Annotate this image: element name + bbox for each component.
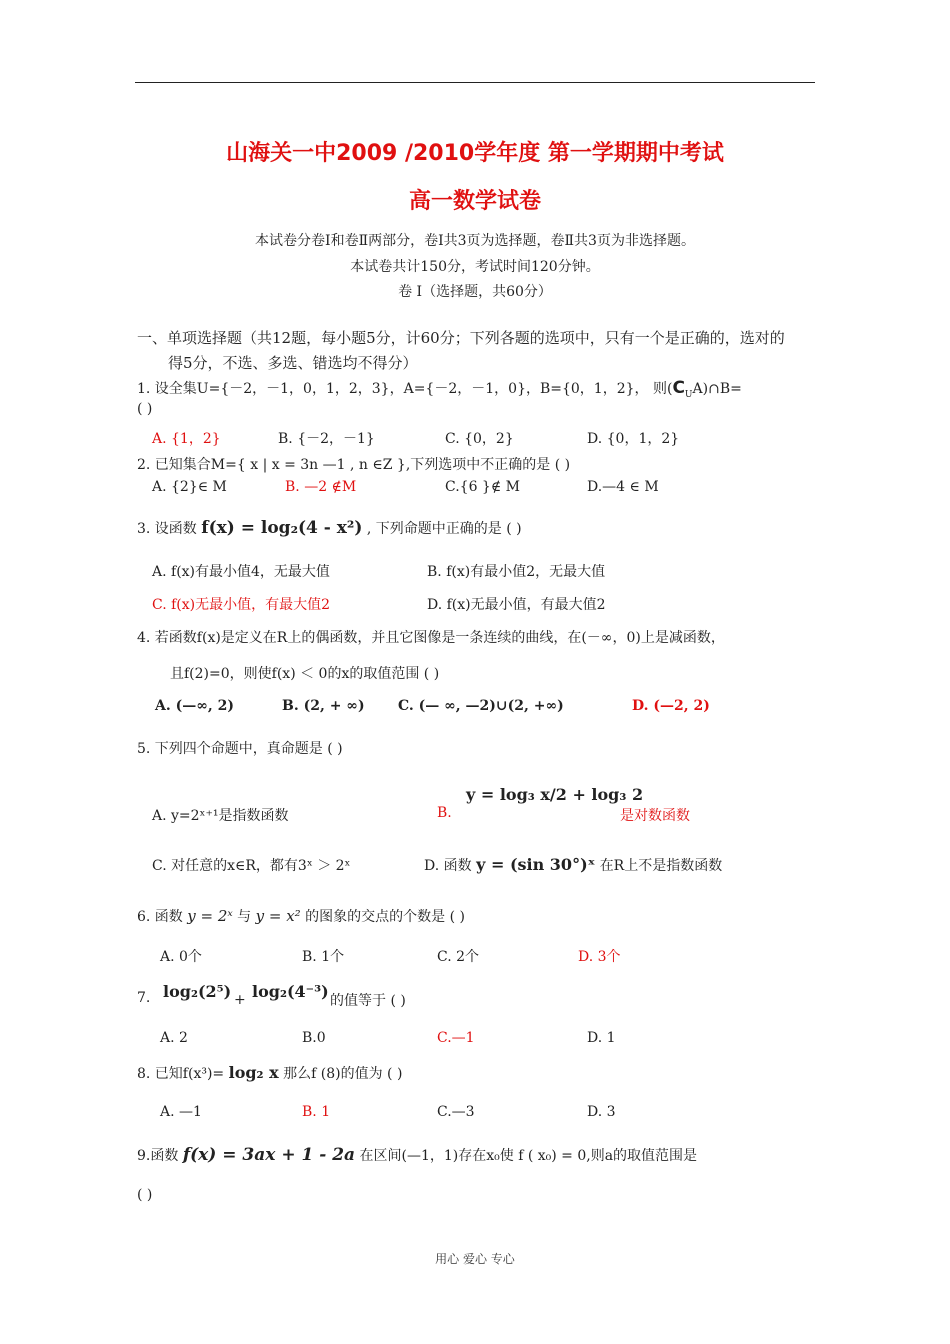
q2-stem: 2. 已知集合M={ x | x = 3n —1 , n ∈Z },下列选项中不正确的是 ( ) bbox=[137, 457, 571, 473]
q7-plus: + bbox=[234, 992, 246, 1008]
q8-stem bbox=[137, 1063, 402, 1083]
q8-option-c: C.—3 bbox=[437, 1104, 475, 1120]
q8-stem-pre: 8. 已知f(x³)= bbox=[137, 1066, 225, 1082]
q9-answer-paren: ( ) bbox=[137, 1187, 153, 1203]
exam-subtitle: 高一数学试卷 bbox=[408, 189, 541, 214]
q8-formula: log₂ x bbox=[228, 1063, 279, 1082]
header-rule bbox=[135, 82, 815, 83]
q3-option-c: C. f(x)无最小值，有最大值2 bbox=[152, 597, 331, 613]
q5-option-a: A. y=2ˣ⁺¹是指数函数 bbox=[152, 808, 289, 824]
q3-option-b: B. f(x)有最小值2，无最大值 bbox=[427, 564, 606, 580]
q5-stem: 5. 下列四个命题中，真命题是 ( ) bbox=[137, 741, 343, 757]
intro-line-2: 本试卷共计150分，考试时间120分钟。 bbox=[350, 259, 600, 275]
q3-formula: f(x) = log₂(4 - x²) bbox=[201, 518, 363, 538]
q2-option-b: B. —2 ∉M bbox=[285, 479, 357, 495]
q7-option-d: D. 1 bbox=[587, 1030, 616, 1046]
q6-stem-post: 的图象的交点的个数是 ( ) bbox=[305, 909, 465, 925]
q1-complement-symbol: C bbox=[672, 378, 685, 398]
q6-stem bbox=[137, 906, 465, 926]
q5-option-d-formula: y = (sin 30°)ˣ bbox=[476, 855, 596, 874]
q1-option-a: A. {1，2} bbox=[152, 431, 221, 447]
q5-option-b-formula: y = log₃ x/2 + log₃ 2 bbox=[466, 785, 644, 804]
q6-option-d: D. 3个 bbox=[578, 949, 621, 965]
q1-option-d: D. {0，1，2} bbox=[587, 431, 680, 447]
q2-option-c: C.{6 }∉ M bbox=[445, 479, 520, 495]
q4-line-2: 且f(2)=0，则使f(x) ＜ 0的x的取值范围 ( ) bbox=[170, 666, 440, 682]
q3-stem-post: , 下列命题中正确的是 ( ) bbox=[366, 521, 522, 537]
intro-line-1: 本试卷分卷Ⅰ和卷Ⅱ两部分，卷Ⅰ共3页为选择题，卷Ⅱ共3页为非选择题。 bbox=[255, 233, 695, 249]
q7-option-b: B.0 bbox=[302, 1030, 326, 1046]
section-heading: 卷 Ⅰ（选择题，共60分） bbox=[398, 284, 552, 300]
q6-option-a: A. 0个 bbox=[160, 949, 202, 965]
q7-option-c: C.—1 bbox=[437, 1030, 475, 1046]
q8-option-a: A. —1 bbox=[160, 1104, 202, 1120]
q8-option-b: B. 1 bbox=[302, 1104, 331, 1120]
part1-line-2: 得5分，不选、多选、错选均不得分） bbox=[168, 354, 418, 372]
q1-answer-paren: ( ) bbox=[137, 401, 153, 417]
q5-option-d bbox=[424, 855, 722, 875]
exam-title: 山海关一中2009 /2010学年度 第一学期期中考试 bbox=[226, 141, 724, 166]
q9-stem bbox=[137, 1145, 697, 1165]
q4-option-c: C. (— ∞, —2)∪(2, +∞) bbox=[398, 698, 564, 714]
q1-stem-text: 1. 设全集U={－2，－1，0，1，2，3}，A={－2，－1，0}，B={0，1，2}， 则( bbox=[137, 381, 673, 397]
q9-formula: f(x) = 3ax + 1 - 2a bbox=[182, 1145, 356, 1165]
q4-option-a: A. (—∞, 2) bbox=[155, 698, 235, 714]
q1-option-b: B. {－2，－1} bbox=[278, 431, 375, 447]
page-footer: 用心 爱心 专心 bbox=[435, 1252, 515, 1266]
q2-option-d: D.—4 ∈ M bbox=[587, 479, 659, 495]
q6-formula-1: y = 2ˣ bbox=[187, 907, 233, 925]
q3-stem bbox=[137, 518, 522, 538]
q4-option-d: D. (—2, 2) bbox=[632, 698, 710, 714]
q6-formula-2: y = x² bbox=[255, 907, 301, 925]
q3-option-a: A. f(x)有最小值4，无最大值 bbox=[152, 564, 330, 580]
q5-option-c: C. 对任意的x∈R，都有3ˣ ＞ 2ˣ bbox=[152, 858, 351, 874]
q4-line-1: 4. 若函数f(x)是定义在R上的偶函数，并且它图像是一条连续的曲线，在(－∞，0)上是减函数， bbox=[137, 630, 725, 646]
q5-option-b-tail: 是对数函数 bbox=[620, 808, 690, 824]
q1-option-c: C. {0，2} bbox=[445, 431, 514, 447]
q1-stem bbox=[137, 378, 742, 400]
q5-option-d-pre: D. 函数 bbox=[424, 858, 472, 874]
q6-stem-mid: 与 bbox=[237, 909, 252, 925]
q6-option-c: C. 2个 bbox=[437, 949, 480, 965]
q1-complement-subscript: U bbox=[684, 389, 693, 400]
q7-option-a: A. 2 bbox=[160, 1030, 188, 1046]
q5-option-b-label: B. bbox=[437, 805, 452, 821]
q7-formula-1: log₂(2⁵) bbox=[163, 982, 232, 1001]
q4-option-b: B. (2, + ∞) bbox=[282, 698, 365, 714]
q2-option-a: A. {2}∈ M bbox=[152, 479, 227, 495]
q3-option-d: D. f(x)无最小值，有最大值2 bbox=[427, 597, 606, 613]
q9-stem-post: 在区间(—1，1)存在x₀使 f ( x₀) = 0,则a的取值范围是 bbox=[359, 1148, 698, 1164]
part1-line-1: 一、单项选择题（共12题，每小题5分，计60分；下列各题的选项中，只有一个是正确的，选对的 bbox=[137, 329, 785, 347]
q9-stem-pre: 9.函数 bbox=[137, 1148, 179, 1164]
q7-formula-2: log₂(4⁻³) bbox=[252, 982, 329, 1001]
q7-stem-post: 的值等于 ( ) bbox=[330, 993, 406, 1009]
q6-option-b: B. 1个 bbox=[302, 949, 345, 965]
q5-option-d-tail: 在R上不是指数函数 bbox=[599, 858, 723, 874]
q7-number: 7. bbox=[137, 990, 151, 1006]
q1-stem-tail: A)∩B= bbox=[692, 381, 742, 397]
q8-option-d: D. 3 bbox=[587, 1104, 616, 1120]
q3-stem-pre: 3. 设函数 bbox=[137, 521, 197, 537]
q6-stem-pre: 6. 函数 bbox=[137, 909, 183, 925]
q8-stem-post: 那么f (8)的值为 ( ) bbox=[283, 1066, 403, 1082]
